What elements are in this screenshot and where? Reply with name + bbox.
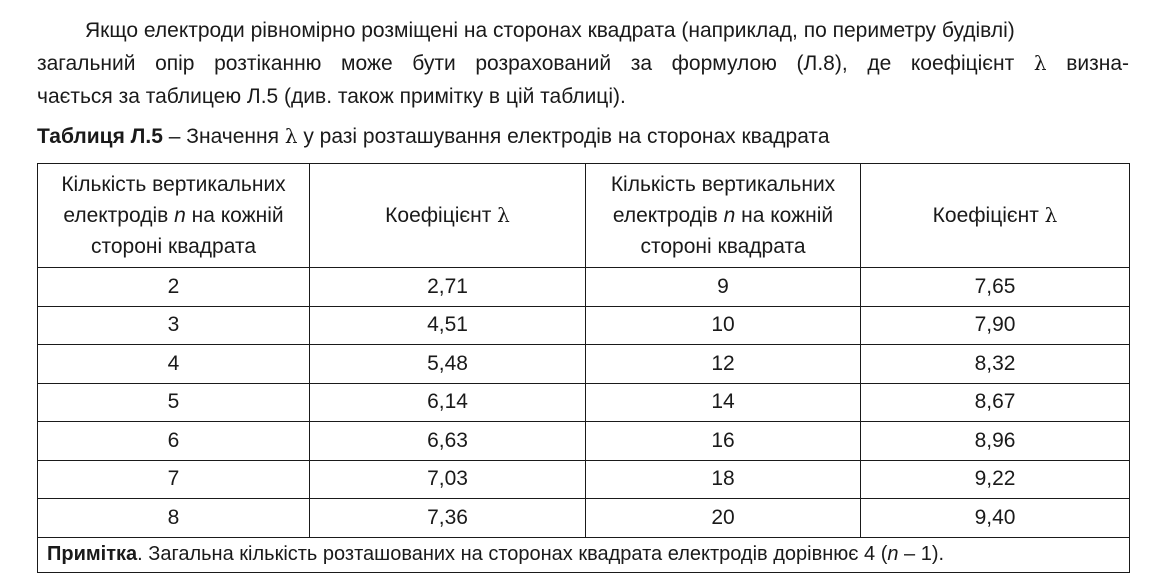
header-coefficient-left (310, 164, 586, 268)
header-coef-text: Коефіцієнт (932, 204, 1045, 227)
cell-count-left: 7 (38, 460, 310, 499)
header-count-line-2-end: на кожній (185, 204, 284, 227)
intro-paragraph (37, 14, 1129, 113)
table-note-row (38, 537, 1130, 572)
table-row (38, 422, 1130, 461)
paragraph-line-2-start: загальний опір розтіканню може бути розрахований за формулою (Л.8), де коефіцієнт (37, 52, 1034, 75)
table-header-row (38, 164, 1130, 268)
cell-lambda-left: 4,51 (310, 306, 586, 345)
cell-count-right: 14 (586, 383, 861, 422)
paragraph-line-2 (37, 47, 1129, 80)
lambda-symbol: λ (1044, 203, 1058, 227)
cell-lambda-left: 7,03 (310, 460, 586, 499)
table-row (38, 268, 1130, 307)
header-electrode-count-left (38, 164, 310, 268)
header-count-line-1: Кількість вертикальних (610, 173, 836, 196)
header-count-line-2-start: електродів (63, 204, 175, 227)
header-coefficient-right (861, 164, 1130, 268)
table-row (38, 306, 1130, 345)
header-coef-text: Коефіцієнт (385, 204, 498, 227)
cell-count-left: 2 (38, 268, 310, 307)
cell-lambda-right: 8,67 (861, 383, 1130, 422)
lambda-symbol: λ (497, 203, 510, 227)
table-caption (37, 121, 830, 152)
header-electrode-count-right (586, 164, 861, 268)
cell-count-right: 9 (586, 268, 861, 307)
table-caption-text-end: у разі розташування електродів на сторонах квадрата (297, 125, 830, 148)
table-caption-label: Таблиця Л.5 (37, 125, 163, 148)
cell-lambda-right: 9,40 (861, 499, 1130, 538)
cell-lambda-right: 7,90 (861, 306, 1130, 345)
table-row (38, 345, 1130, 384)
header-count-line-3: стороні квадрата (90, 235, 257, 258)
cell-count-left: 4 (38, 345, 310, 384)
cell-count-right: 20 (586, 499, 861, 538)
header-count-line-2-start: електродів (612, 204, 724, 227)
cell-count-left: 8 (38, 499, 310, 538)
lambda-table (37, 163, 1130, 573)
cell-lambda-left: 5,48 (310, 345, 586, 384)
lambda-symbol: λ (284, 124, 298, 148)
note-text-start: . Загальна кількість розташованих на сторонах квадрата електродів дорівнює 4 ( (137, 543, 888, 565)
cell-count-left: 3 (38, 306, 310, 345)
cell-count-right: 10 (586, 306, 861, 345)
header-count-line-3: стороні квадрата (640, 235, 806, 258)
header-count-line-1: Кількість вертикальних (61, 173, 286, 196)
paragraph-line-3: чається за таблицею Л.5 (див. також примітку в цій таблиці). (37, 85, 626, 108)
cell-lambda-right: 9,22 (861, 460, 1130, 499)
table-caption-dash: – (162, 125, 187, 148)
cell-count-right: 12 (586, 345, 861, 384)
note-n: n (887, 543, 899, 565)
cell-count-right: 16 (586, 422, 861, 461)
cell-lambda-right: 7,65 (861, 268, 1130, 307)
cell-lambda-right: 8,96 (861, 422, 1130, 461)
cell-count-right: 18 (586, 460, 861, 499)
table-row (38, 460, 1130, 499)
cell-lambda-right: 8,32 (861, 345, 1130, 384)
table-row (38, 499, 1130, 538)
cell-count-left: 5 (38, 383, 310, 422)
lambda-symbol: λ (1033, 51, 1047, 75)
cell-lambda-left: 6,63 (310, 422, 586, 461)
table-caption-text-start: Значення (186, 125, 285, 148)
note-label: Примітка (47, 543, 138, 565)
header-count-line-2-end: на кожній (735, 204, 834, 227)
header-count-n: n (174, 204, 186, 227)
cell-lambda-left: 7,36 (310, 499, 586, 538)
cell-count-left: 6 (38, 422, 310, 461)
cell-lambda-left: 2,71 (310, 268, 586, 307)
paragraph-line-2-end: визна- (1046, 52, 1130, 75)
table-row (38, 383, 1130, 422)
table-note (38, 537, 1130, 572)
paragraph-line-1: Якщо електроди рівномірно розміщені на сторонах квадрата (наприклад, по периметру будівлі) (85, 19, 1015, 42)
header-count-n: n (723, 204, 736, 227)
note-text-end: – 1). (898, 543, 945, 565)
cell-lambda-left: 6,14 (310, 383, 586, 422)
